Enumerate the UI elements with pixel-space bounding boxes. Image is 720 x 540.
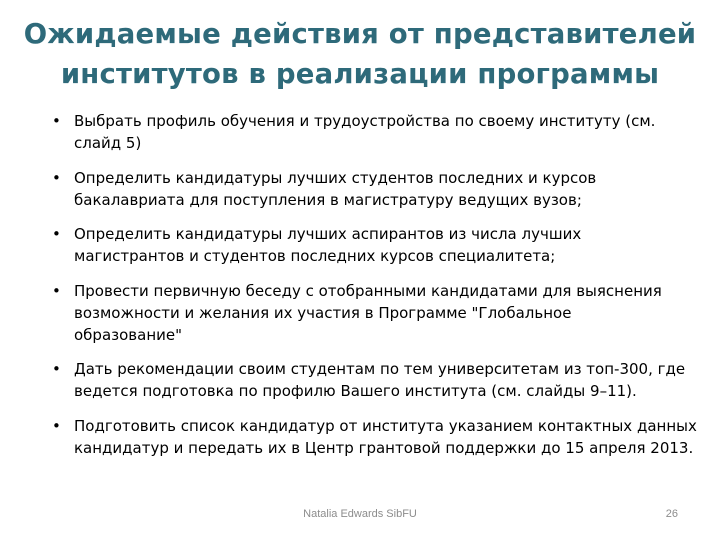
bullet-item-4 — [48, 280, 708, 346]
slide-title — [20, 14, 700, 94]
slide-title-line-2: институтов в реализации программы — [60, 58, 660, 90]
bullet-text-line: Дать рекомендации своим студентам по тем университетам из топ-300, где — [74, 360, 686, 378]
bullet-text-line: Выбрать профиль обучения и трудоустройства по своему институту (см. — [74, 112, 656, 130]
bullet-item-2 — [48, 167, 708, 211]
bullet-text-line: магистрантов и студентов последних курсов специалитета; — [74, 247, 556, 265]
footer-author: Natalia Edwards SibFU — [303, 508, 417, 520]
bullet-text-line: Определить кандидатуры лучших студентов последних и курсов — [74, 168, 597, 187]
bullet-dot-icon: • — [52, 360, 61, 378]
bullet-dot-icon: • — [52, 168, 61, 187]
bullet-dot-icon: • — [52, 112, 61, 130]
slide-number: 26 — [665, 508, 678, 520]
bullet-item-6 — [48, 415, 708, 459]
bullet-text-line: Определить кандидатуры лучших аспирантов из числа лучших — [74, 225, 582, 243]
bullet-item-3 — [48, 223, 708, 267]
bullet-dot-icon: • — [52, 416, 61, 435]
bullet-list — [48, 110, 708, 471]
bullet-text-line: кандидатур и передать их в Центр грантовой поддержки до 15 апреля 2013. — [74, 438, 694, 457]
bullet-text-line: образование" — [74, 325, 183, 344]
bullet-item-5 — [48, 358, 708, 402]
bullet-dot-icon: • — [52, 281, 61, 300]
bullet-text-line: Провести первичную беседу с отобранными кандидатами для выяснения — [74, 281, 662, 300]
bullet-text-line: возможности и желания их участия в Программе "Глобальное — [74, 303, 572, 322]
bullet-text-line: бакалавриата для поступления в магистратуру ведущих вузов; — [74, 190, 582, 209]
bullet-text-line: слайд 5) — [74, 134, 142, 152]
slide-title-line-1: Ожидаемые действия от представителей — [23, 18, 697, 50]
bullet-text-line: Подготовить список кандидатур от института указанием контактных данных — [74, 416, 697, 435]
bullet-dot-icon: • — [52, 225, 61, 243]
bullet-item-1 — [48, 110, 708, 154]
bullet-text-line: ведется подготовка по профилю Вашего института (см. слайды 9–11). — [74, 382, 637, 400]
